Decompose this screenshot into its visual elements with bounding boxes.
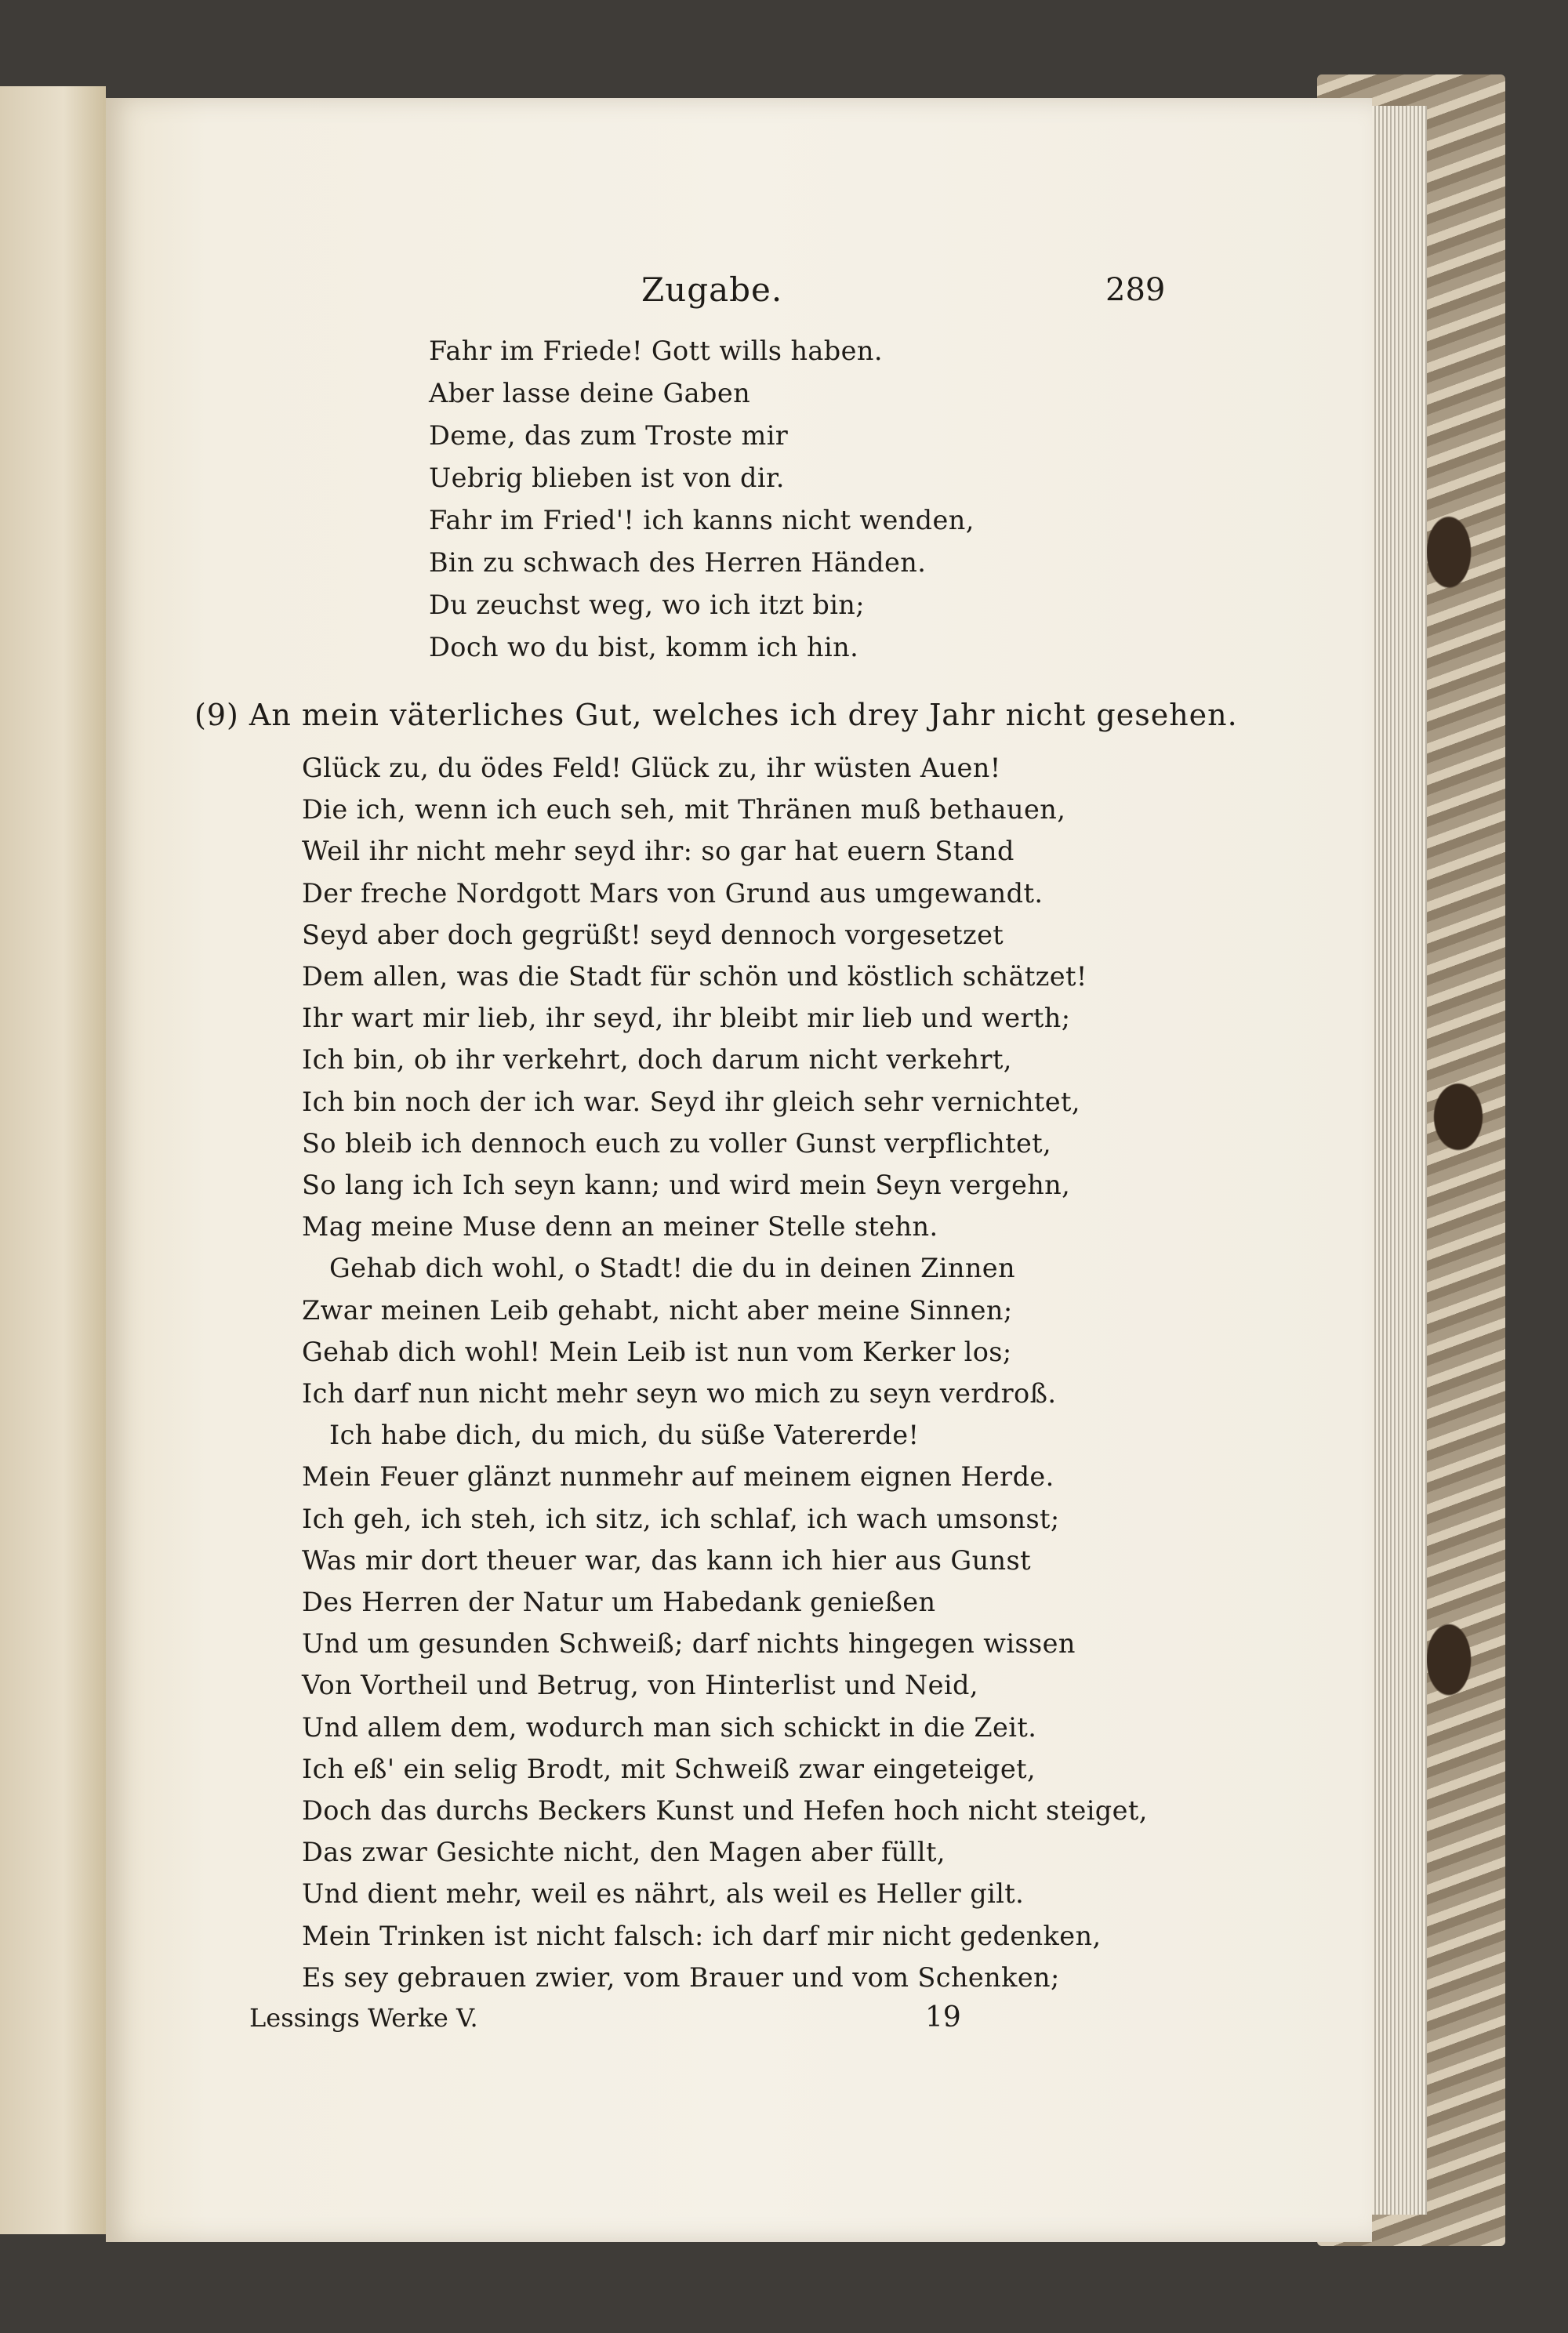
poem-line: Was mir dort theuer war, das kann ich hier aus Gunst	[302, 1544, 1031, 1576]
poem-line: Es sey gebrauen zwier, vom Brauer und vom Schenken;	[302, 1961, 1060, 1993]
page-header	[0, 270, 1568, 317]
poem-line: Und dient mehr, weil es nährt, als weil es Heller gilt.	[302, 1878, 1025, 1910]
page-stack-edges	[1372, 106, 1427, 2215]
poem-line: Zwar meinen Leib gehabt, nicht aber meine Sinnen;	[302, 1294, 1013, 1326]
poem-line: Seyd aber doch gegrüßt! seyd dennoch vorgesetzet	[302, 919, 1004, 950]
poem-line: Doch das durchs Beckers Kunst und Hefen hoch nicht steiget,	[302, 1795, 1148, 1826]
stanza-line: Bin zu schwach des Herren Händen.	[429, 547, 927, 578]
poem-line: Und allem dem, wodurch man sich schickt in die Zeit.	[302, 1711, 1037, 1743]
stanza-line: Doch wo du bist, komm ich hin.	[429, 632, 859, 662]
poem-line: Des Herren der Natur um Habedank genießen	[302, 1587, 936, 1617]
poem-line: Von Vortheil und Betrug, von Hinterlist und Neid,	[302, 1670, 978, 1701]
poem-line: Mag meine Muse denn an meiner Stelle stehn.	[302, 1211, 938, 1243]
poem-line: Ich darf nun nicht mehr seyn wo mich zu seyn verdroß.	[302, 1378, 1057, 1409]
page-number: 289	[1105, 272, 1166, 308]
poem-line: Mein Feuer glänzt nunmehr auf meinem eignen Herde.	[302, 1461, 1054, 1493]
poem-line: Das zwar Gesichte nicht, den Magen aber füllt,	[302, 1837, 946, 1868]
poem-line: Und um gesunden Schweiß; darf nichts hingegen wissen	[302, 1628, 1076, 1660]
stanza-line: Uebrig blieben ist von dir.	[429, 463, 785, 493]
running-head: Zugabe.	[641, 270, 783, 309]
poem-line: So bleib ich dennoch euch zu voller Gunst verpflichtet,	[302, 1127, 1052, 1159]
poem-line: So lang ich Ich seyn kann; und wird mein Seyn vergehn,	[302, 1170, 1071, 1200]
poem-line: Gehab dich wohl, o Stadt! die du in deinen Zinnen	[329, 1253, 1016, 1284]
poem-line: Ich bin noch der ich war. Seyd ihr gleich sehr vernichtet,	[302, 1086, 1080, 1117]
poem-line: Ich bin, ob ihr verkehrt, doch darum nicht verkehrt,	[302, 1044, 1012, 1076]
poem-line: Dem allen, was die Stadt für schön und köstlich schätzet!	[302, 961, 1087, 992]
poem-line: Ich habe dich, du mich, du süße Vatererde!	[329, 1420, 920, 1451]
poem-line: Weil ihr nicht mehr seyd ihr: so gar hat euern Stand	[302, 836, 1014, 867]
poem-line: Ihr wart mir lieb, ihr seyd, ihr bleibt mir lieb und werth;	[302, 1003, 1071, 1034]
poem-line: Die ich, wenn ich euch seh, mit Thränen muß bethauen,	[302, 794, 1066, 825]
poem-line: Mein Trinken ist nicht falsch: ich darf mir nicht gedenken,	[302, 1920, 1102, 1951]
previous-page-edge	[0, 86, 106, 2234]
sheet-number: 19	[925, 2001, 961, 2034]
poem-line: Der freche Nordgott Mars von Grund aus umgewandt.	[302, 877, 1044, 909]
poem-line: Ich eß' ein selig Brodt, mit Schweiß zwar eingeteiget,	[302, 1753, 1036, 1784]
stanza-line: Deme, das zum Troste mir	[429, 420, 789, 451]
section-heading: (9) An mein väterliches Gut, welches ich drey Jahr nicht gesehen.	[194, 698, 1238, 732]
poem-line: Ich geh, ich steh, ich sitz, ich schlaf, ich wach umsonst;	[302, 1503, 1060, 1534]
poem-line: Glück zu, du ödes Feld! Glück zu, ihr wüsten Auen!	[302, 753, 1001, 783]
signature-line: Lessings Werke V.	[249, 2003, 478, 2033]
poem-line: Gehab dich wohl! Mein Leib ist nun vom Kerker los;	[302, 1336, 1012, 1367]
stanza-line: Fahr im Fried'! ich kanns nicht wenden,	[429, 505, 975, 535]
stanza-line: Fahr im Friede! Gott wills haben.	[429, 336, 883, 366]
stanza-line: Aber lasse deine Gaben	[429, 378, 751, 408]
stanza-line: Du zeuchst weg, wo ich itzt bin;	[429, 590, 865, 620]
